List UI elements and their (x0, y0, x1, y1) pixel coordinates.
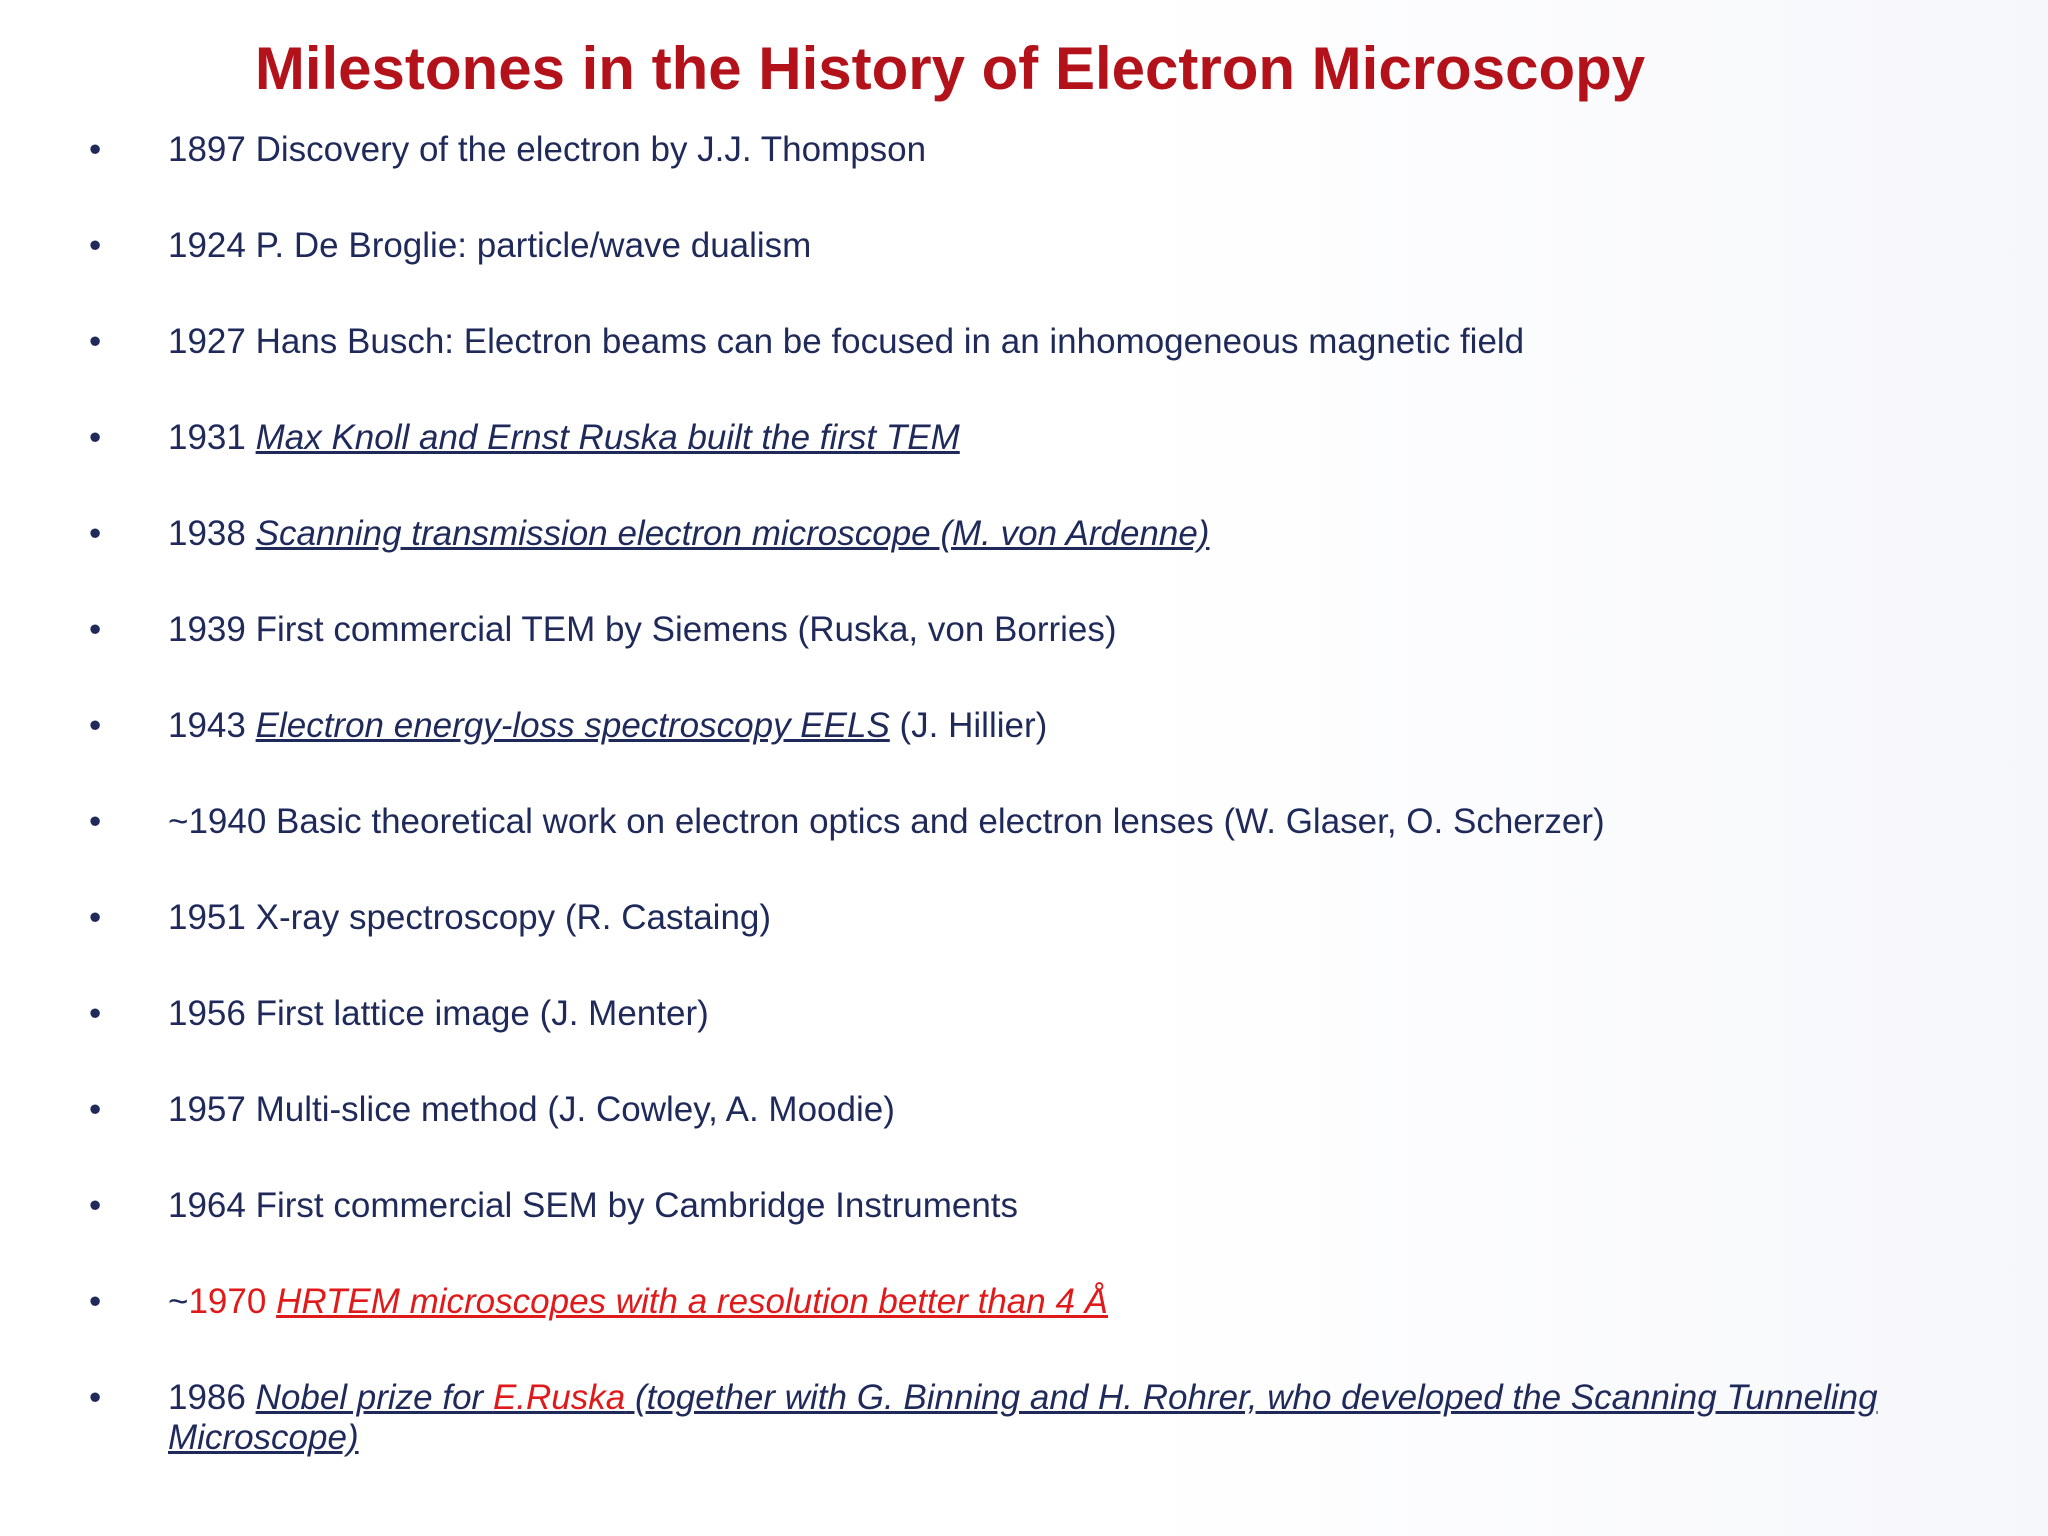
milestone-year: 1897 (168, 130, 246, 169)
bullet-icon: • (89, 706, 102, 745)
milestone-year: 1931 (168, 418, 246, 457)
bullet-icon: • (89, 322, 102, 361)
milestone-text: Hans Busch: Electron beams can be focused in an inhomogeneous magnetic field (245, 322, 1525, 361)
milestone-link[interactable] (168, 1378, 1878, 1457)
bullet-icon: • (89, 418, 102, 457)
bullet-icon: • (89, 130, 102, 169)
milestone-link[interactable]: Scanning transmission electron microscope (M. von Ardenne) (255, 514, 1210, 553)
milestone-year: 1924 (168, 226, 246, 265)
milestone-text: X-ray spectroscopy (R. Castaing) (245, 898, 772, 937)
milestone-text: Multi-slice method (J. Cowley, A. Moodie) (245, 1090, 895, 1129)
milestone-year: 1986 (168, 1378, 246, 1417)
milestone-text: Discovery of the electron by J.J. Thompson (245, 130, 927, 169)
nobel-prize-text: Nobel prize for (255, 1378, 493, 1417)
milestone-year: 1940 (188, 802, 267, 841)
milestone-year: 1951 (168, 898, 246, 937)
bullet-icon: • (89, 226, 102, 265)
milestone-link[interactable]: Max Knoll and Ernst Ruska built the first TEM (255, 418, 960, 457)
bullet-icon: • (89, 994, 102, 1033)
milestone-year: 1970 (188, 1282, 267, 1321)
bullet-icon: • (89, 1090, 102, 1129)
milestone-year: 1956 (168, 994, 246, 1033)
nobel-detail-end: Microscope) (168, 1418, 359, 1457)
slide-title: Milestones in the History of Electron Microscopy (254, 35, 1646, 102)
milestone-year: 1927 (168, 322, 246, 361)
milestone-text: First lattice image (J. Menter) (245, 994, 709, 1033)
milestone-text: First commercial SEM by Cambridge Instruments (245, 1186, 1019, 1225)
milestone-prefix: ~ (168, 1282, 189, 1321)
milestone-prefix: ~ (168, 802, 189, 841)
milestone-year: 1938 (168, 514, 246, 553)
milestone-link[interactable]: Electron energy-loss spectroscopy EELS (255, 706, 890, 745)
milestone-year: 1964 (168, 1186, 246, 1225)
bullet-icon: • (89, 1378, 102, 1417)
ruska-name: E.Ruska (492, 1378, 626, 1417)
milestone-text: P. De Broglie: particle/wave dualism (245, 226, 812, 265)
milestone-text: Basic theoretical work on electron optics and electron lenses (W. Glaser, O. Scherzer) (266, 802, 1605, 841)
milestone-suffix: (J. Hillier) (889, 706, 1048, 745)
milestone-text: First commercial TEM by Siemens (Ruska, von Borries) (245, 610, 1117, 649)
bullet-icon: • (89, 1282, 102, 1321)
bullet-icon: • (89, 898, 102, 937)
bullet-icon: • (89, 514, 102, 553)
milestone-year: 1957 (168, 1090, 246, 1129)
milestone-year: 1939 (168, 610, 246, 649)
milestone-year: 1943 (168, 706, 246, 745)
bullet-icon: • (89, 802, 102, 841)
bullet-icon: • (89, 610, 102, 649)
bullet-icon: • (89, 1186, 102, 1225)
milestone-link[interactable]: HRTEM microscopes with a resolution better than 4 Å (276, 1282, 1108, 1321)
nobel-detail-text: (together with G. Binning and H. Rohrer, who developed the Scanning Tunneling (625, 1378, 1878, 1417)
